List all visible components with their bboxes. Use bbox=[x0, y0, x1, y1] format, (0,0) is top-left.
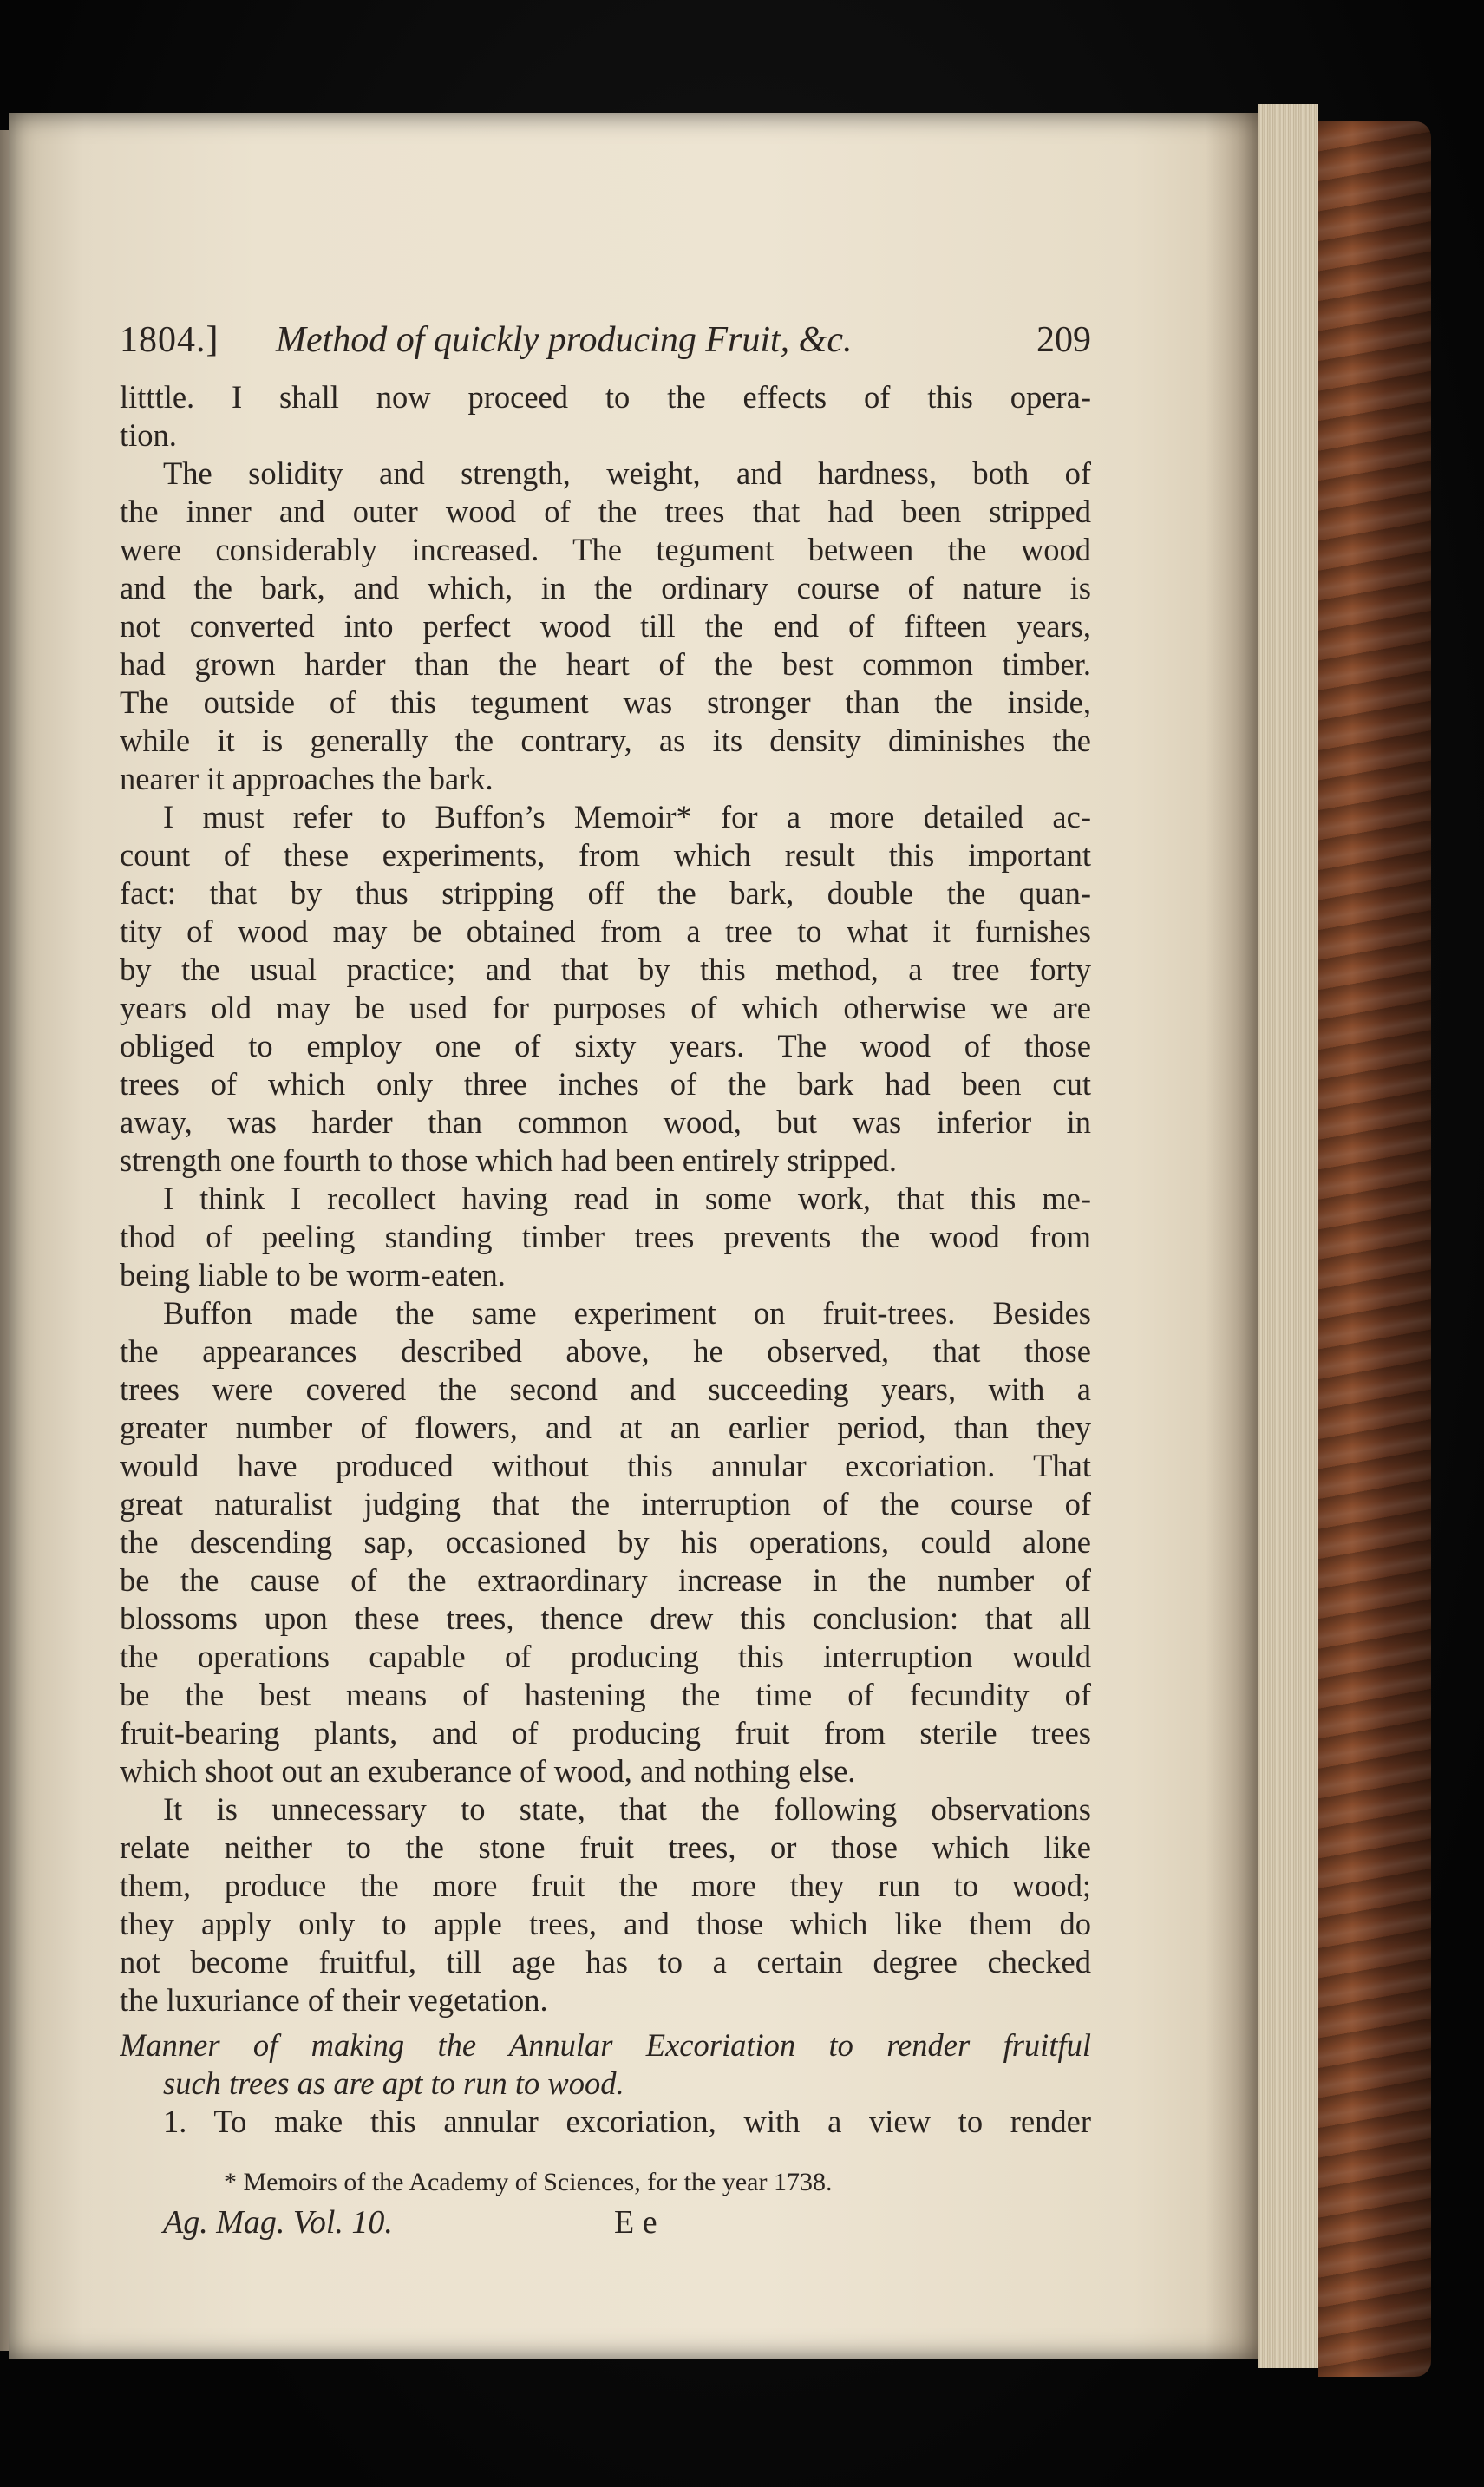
text-line: The outside of this tegument was stronger than the inside, bbox=[120, 684, 1091, 720]
text-line: tion. bbox=[120, 417, 177, 453]
text-line: they apply only to apple trees, and those which like them do bbox=[120, 1906, 1091, 1941]
text-line: were considerably increased. The tegument between the wood bbox=[120, 532, 1091, 567]
text-line: tity of wood may be obtained from a tree to what it furnishes bbox=[120, 913, 1091, 949]
section-heading-line: such trees as are apt to run to wood. bbox=[163, 2065, 624, 2101]
book-spine bbox=[1318, 121, 1431, 2377]
page-edges bbox=[1258, 104, 1318, 2368]
section-heading-line: Manner of making the Annular Excoriation to render fruitful bbox=[120, 2027, 1091, 2063]
text-line: nearer it approaches the bark. bbox=[120, 761, 494, 796]
text-line: thod of peeling standing timber trees prevents the wood from bbox=[120, 1219, 1091, 1254]
text-line: count of these experiments, from which result this important bbox=[120, 837, 1091, 873]
text-line: blossoms upon these trees, thence drew this conclusion: that all bbox=[120, 1600, 1091, 1636]
running-header bbox=[120, 319, 1091, 371]
text-line: them, produce the more fruit the more they run to wood; bbox=[120, 1868, 1091, 1903]
text-line: away, was harder than common wood, but was inferior in bbox=[120, 1104, 1091, 1140]
text-line: trees of which only three inches of the bark had been cut bbox=[120, 1066, 1091, 1102]
page-number: 209 bbox=[1036, 320, 1091, 360]
running-title: Method of quickly producing Fruit, &c. bbox=[276, 320, 853, 360]
text-line: the operations capable of producing this interruption would bbox=[120, 1639, 1091, 1674]
text-line: fact: that by thus stripping off the bark, double the quan- bbox=[120, 875, 1091, 911]
header-year: 1804.] bbox=[120, 320, 219, 360]
text-line: litttle. I shall now proceed to the effects of this opera- bbox=[120, 379, 1091, 415]
text-line: the luxuriance of their vegetation. bbox=[120, 1982, 548, 2018]
numbered-paragraph-line: 1. To make this annular excoriation, with a view to render bbox=[163, 2104, 1091, 2139]
text-line: trees were covered the second and succeeding years, with a bbox=[120, 1371, 1091, 1407]
text-line: the appearances described above, he observed, that those bbox=[120, 1333, 1091, 1369]
page-text bbox=[120, 319, 1091, 2243]
text-line: and the bark, and which, in the ordinary course of nature is bbox=[120, 570, 1091, 605]
text-line: relate neither to the stone fruit trees, or those which like bbox=[120, 1829, 1091, 1865]
text-line: had grown harder than the heart of the best common timber. bbox=[120, 646, 1091, 682]
signature-mark: E e bbox=[614, 2204, 657, 2241]
text-line: strength one fourth to those which had been entirely stripped. bbox=[120, 1142, 898, 1178]
footnote: * Memoirs of the Academy of Sciences, for the year 1738. bbox=[224, 2168, 833, 2196]
text-line: I must refer to Buffon’s Memoir* for a more detailed ac- bbox=[163, 799, 1091, 834]
text-line: fruit-bearing plants, and of producing fruit from sterile trees bbox=[120, 1715, 1091, 1751]
text-line: The solidity and strength, weight, and hardness, both of bbox=[163, 455, 1091, 491]
text-line: by the usual practice; and that by this method, a tree forty bbox=[120, 952, 1091, 987]
text-line: being liable to be worm-eaten. bbox=[120, 1257, 506, 1293]
text-line: the inner and outer wood of the trees that had been stripped bbox=[120, 494, 1091, 529]
text-line: years old may be used for purposes of which otherwise we are bbox=[120, 990, 1091, 1025]
text-line: be the cause of the extraordinary increase in the number of bbox=[120, 1562, 1091, 1598]
text-line: greater number of flowers, and at an earlier period, than they bbox=[120, 1410, 1091, 1445]
text-line: while it is generally the contrary, as its density diminishes the bbox=[120, 723, 1091, 758]
body-text bbox=[120, 378, 1091, 2019]
text-line: obliged to employ one of sixty years. The wood of those bbox=[120, 1028, 1091, 1064]
text-line: It is unnecessary to state, that the following observations bbox=[163, 1791, 1091, 1827]
text-line: would have produced without this annular excoriation. That bbox=[120, 1448, 1091, 1483]
text-line: not become fruitful, till age has to a certain degree checked bbox=[120, 1944, 1091, 1980]
signature-line bbox=[120, 2203, 1091, 2243]
text-line: be the best means of hastening the time of fecundity of bbox=[120, 1677, 1091, 1712]
text-line: which shoot out an exuberance of wood, and nothing else. bbox=[120, 1753, 856, 1789]
text-line: I think I recollect having read in some work, that this me- bbox=[163, 1181, 1091, 1216]
text-line: great naturalist judging that the interruption of the course of bbox=[120, 1486, 1091, 1522]
gutter-shade bbox=[1206, 113, 1258, 2359]
text-line: Buffon made the same experiment on fruit-trees. Besides bbox=[163, 1295, 1091, 1331]
text-line: the descending sap, occasioned by his operations, could alone bbox=[120, 1524, 1091, 1560]
signature-journal: Ag. Mag. Vol. 10. bbox=[163, 2204, 393, 2241]
text-line: not converted into perfect wood till the end of fifteen years, bbox=[120, 608, 1091, 644]
section-heading bbox=[120, 2026, 1091, 2141]
